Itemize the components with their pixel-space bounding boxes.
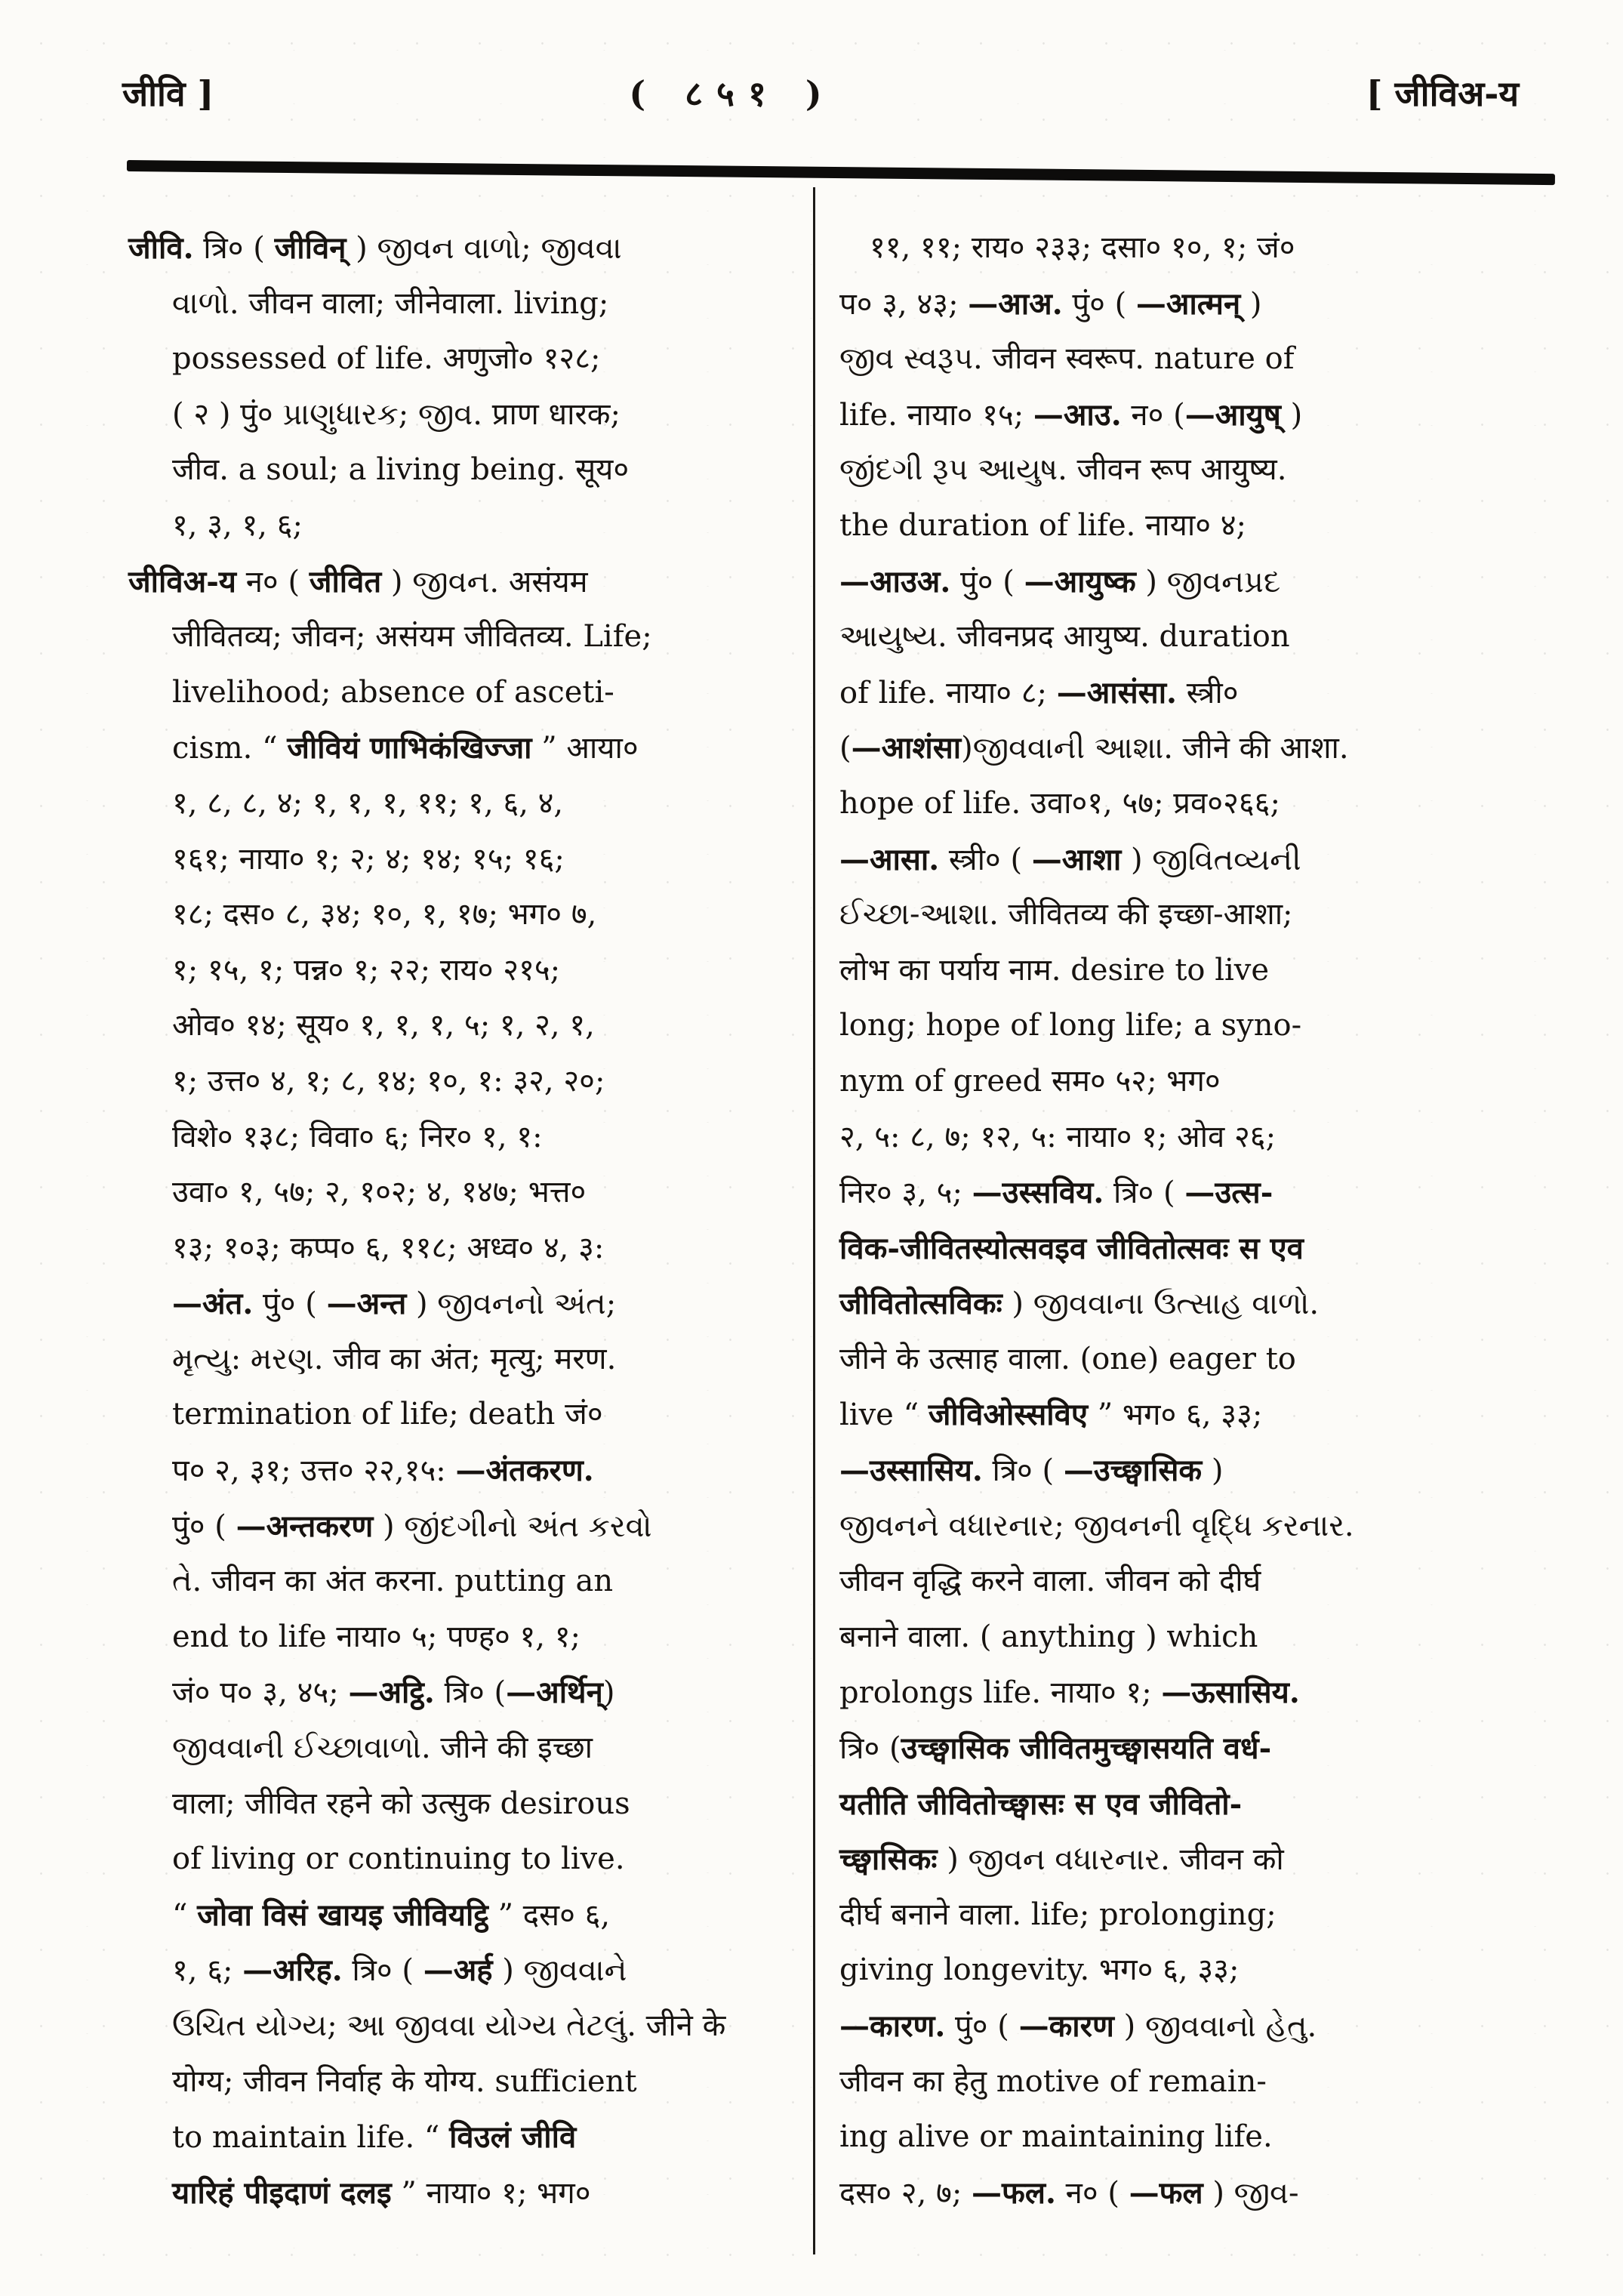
line-text: આયુષ્ય. जीवनप्रद आयुष्य. duration — [839, 619, 1290, 655]
line-text: ) — [1280, 397, 1303, 433]
line-text: दीर्घ बनाने वाला. life; prolonging; — [839, 1897, 1277, 1932]
line-text: जीवन का हेतु motive of remain- — [839, 2063, 1267, 2099]
line-text: જીવનને વધારનાર; જીવનની વૃદ્ધિ કરનાર. — [839, 1508, 1354, 1543]
bold-headword: —उस्सासिय. — [839, 1453, 983, 1489]
line-text: ओव० १४; सूय० १, १, १, ५; १, २, १, — [172, 1008, 595, 1043]
text-line — [172, 442, 804, 498]
bold-headword: —फल — [1129, 2174, 1203, 2211]
text-line — [839, 1387, 1541, 1443]
line-text: प० ३, ४३; — [839, 286, 969, 322]
line-text: ઈચ્છા-આશા. जीवितव्य की इच्छा-आशा; — [839, 897, 1293, 932]
bold-headword: —ऊसासिय. — [1161, 1675, 1300, 1711]
text-line — [172, 1054, 804, 1110]
text-line — [839, 1610, 1541, 1666]
line-text: पुं० ( — [253, 1287, 327, 1322]
text-line — [172, 2110, 804, 2165]
line-text: ) જીવવાના ઉત્સાહ વાળો. — [1002, 1287, 1320, 1322]
line-text: वाला; जीवित रहने को उत्सुक desirous — [172, 1786, 630, 1821]
line-text: न० ( — [236, 564, 310, 599]
text-line — [839, 276, 1541, 332]
text-line — [172, 887, 804, 943]
line-text: giving longevity. भग० ६, ३३; — [839, 1952, 1240, 1988]
line-text: prolongs life. नाया० १; — [839, 1675, 1162, 1711]
line-text: योग्य; जीवन निर्वाह के योग्य. sufficient — [172, 2063, 637, 2099]
bold-headword: —आशा — [1031, 841, 1122, 877]
text-line — [172, 2165, 804, 2221]
text-line — [839, 387, 1541, 443]
line-text: )જીવવાની આશા. जीने की आशा. — [961, 731, 1349, 766]
line-text: ) — [1240, 286, 1262, 322]
text-line — [839, 1276, 1541, 1332]
line-text: ११, ११; राय० २३३; दसा० १०, १; जं० — [870, 230, 1295, 265]
line-text: ) — [1202, 1453, 1224, 1489]
text-line — [839, 1499, 1541, 1555]
text-line — [839, 665, 1541, 721]
bold-headword: —आउअ. — [839, 563, 951, 599]
line-text: दस० २, ७; — [839, 2175, 972, 2211]
text-line — [172, 943, 804, 999]
line-text: મૃત્યુ: મરણ. जीव का अंत; मृत्यु; मरण. — [172, 1341, 617, 1376]
line-text: ) જીવન વાળો; જીવવા — [346, 231, 622, 266]
line-text: १, ६; — [172, 1953, 243, 1989]
bold-headword: जीविओस्सविए — [928, 1397, 1089, 1433]
bold-headword: —आशंसा — [851, 730, 962, 766]
line-text: विशे० १३८; विवा० ६; निर० १, १: — [172, 1119, 543, 1154]
line-text: ) જીવન વધારનાર. जीवन को — [937, 1842, 1284, 1878]
line-text: ઉચિત યોગ્ય; આ જીવવા યોગ્ય તેટલું. जीने के — [172, 2008, 726, 2043]
line-text: જીવ સ્વરૂપ. जीवन स्वरूप. nature of — [839, 341, 1295, 377]
right-column — [839, 220, 1541, 2220]
line-text: त्रि० ( — [982, 1453, 1064, 1489]
line-text: उवा० १, ५७; २, १०२; ४, १४७; भत्त० — [172, 1175, 587, 1210]
text-line — [839, 442, 1541, 498]
line-text: स्त्री० ( — [939, 842, 1032, 877]
text-line — [172, 1165, 804, 1221]
line-text: possessed of life. अणुजो० १२८; — [172, 341, 601, 377]
line-text: त्रि० ( — [193, 231, 275, 266]
bold-headword: —आत्मन् — [1135, 285, 1241, 322]
line-text: end to life नाया० ५; पण्ह० १, १; — [172, 1619, 581, 1654]
bold-headword: —अट्ठि. — [348, 1675, 435, 1711]
catchword-left: जीवि ] — [122, 73, 214, 114]
bold-headword: —उस्सविय. — [972, 1175, 1104, 1211]
line-text: of living or continuing to live. — [172, 1841, 625, 1877]
bold-headword: जीवितोत्सविकः — [839, 1286, 1002, 1322]
text-line — [172, 720, 804, 776]
text-line — [172, 1721, 804, 1777]
text-line — [839, 1721, 1541, 1777]
line-text: long; hope of long life; a syno- — [839, 1008, 1302, 1043]
text-line — [839, 1943, 1541, 1999]
bold-headword: —अंतकरण. — [455, 1453, 594, 1489]
bold-headword: जीवित — [309, 563, 382, 599]
page-header — [0, 69, 1623, 122]
line-text: पुं० ( — [172, 1509, 236, 1544]
line-text: ” भग० ६, ३३; — [1088, 1398, 1263, 1433]
line-text: ) જીવનપ્રદ — [1135, 564, 1281, 599]
header-rule — [127, 160, 1555, 185]
text-line — [839, 2054, 1541, 2110]
line-text: ( २ ) पुं० પ્રાણુધારક; જીવ. प्राण धारक; — [172, 396, 621, 432]
text-line — [172, 498, 804, 554]
line-text: વાળો. जीवन वाला; जीनेवाला. living; — [172, 285, 609, 321]
bold-headword: —उच्छ्वासिक — [1063, 1453, 1203, 1489]
line-text: जीवितव्य; जीवन; असंयम जीवितव्य. Life; — [172, 619, 652, 655]
text-line — [172, 1665, 804, 1721]
text-line — [839, 1110, 1541, 1166]
catchword-right: [ जीविअ-य — [1366, 73, 1519, 114]
text-line — [172, 331, 804, 387]
line-text: જીવવાની ઈચ્છાવાળો. जीने की इच्छा — [172, 1730, 593, 1766]
text-line — [839, 498, 1541, 554]
line-text: to maintain life. “ — [172, 2120, 450, 2156]
line-text: live “ — [839, 1398, 929, 1433]
page-number: ( ८५१ ) — [629, 73, 836, 114]
text-line — [839, 1999, 1541, 2054]
line-text: त्रि० ( — [839, 1731, 901, 1767]
line-text: त्रि० ( — [1104, 1176, 1185, 1211]
entry-first-line — [128, 220, 804, 276]
text-line — [172, 998, 804, 1054]
text-line — [172, 2054, 804, 2110]
bold-headword: —कारण. — [839, 2008, 946, 2044]
bold-headword: —आसा. — [839, 841, 940, 877]
line-text: १; उत्त० ४, १; ८, १४; १०, १: ३२, २०; — [172, 1063, 605, 1099]
line-text: त्रि० ( — [342, 1953, 423, 1989]
text-line — [839, 1554, 1541, 1610]
text-line — [172, 1610, 804, 1666]
line-text: १८; दस० ८, ३४; १०, १, १७; भग० ७, — [172, 897, 597, 932]
text-line — [839, 887, 1541, 943]
text-line — [839, 1777, 1541, 1832]
line-text: ing alive or maintaining life. — [839, 2119, 1273, 2155]
line-text: ) જીવવાનો હેતુ. — [1113, 2009, 1317, 2044]
bold-headword: —अरिह. — [242, 1952, 343, 1989]
line-text: cism. “ — [172, 731, 288, 766]
bold-headword: —कारण — [1018, 2008, 1114, 2044]
text-line — [172, 1499, 804, 1555]
line-text: जं० प० ३, ४५; — [172, 1675, 349, 1711]
text-line — [839, 943, 1541, 999]
text-line — [839, 2165, 1541, 2221]
text-line — [839, 609, 1541, 665]
text-line — [839, 720, 1541, 776]
bold-headword: विउलं जीवि — [449, 2119, 577, 2156]
text-line — [839, 1665, 1541, 1721]
entry-first-line — [128, 554, 804, 610]
line-text: १, ३, १, ६; — [172, 507, 303, 543]
line-text: ) જીવવાને — [492, 1953, 627, 1989]
line-text: पुं० ( — [1062, 286, 1136, 322]
line-text: २, ५: ८, ७; १२, ५: नाया० १; ओव २६; — [839, 1119, 1277, 1154]
bold-headword: —उत्स- — [1184, 1175, 1273, 1211]
bold-headword: —आयुष् — [1184, 396, 1281, 433]
bold-headword: —अंत. — [172, 1286, 254, 1322]
text-line — [172, 1832, 804, 1888]
text-line — [172, 1110, 804, 1166]
line-text: ” आया० — [531, 731, 639, 766]
line-text: प० २, ३१; उत्त० २२,१५: — [172, 1453, 456, 1489]
bold-headword: —अन्त — [326, 1286, 407, 1322]
text-line — [839, 1832, 1541, 1888]
line-text: ) જીવન. असंयम — [381, 564, 588, 599]
text-line — [172, 609, 804, 665]
bold-headword: —आउ. — [1033, 396, 1122, 433]
text-line — [172, 387, 804, 443]
text-line — [839, 1165, 1541, 1221]
line-text: न० ( — [1055, 2175, 1129, 2211]
line-text: ) જીવનનો અંત; — [406, 1287, 617, 1322]
line-text: बनाने वाला. ( anything ) which — [839, 1619, 1258, 1654]
line-text: of life. नाया० ८; — [839, 675, 1057, 710]
line-text: nym of greed सम० ५२; भग० — [839, 1063, 1221, 1099]
line-text: जीने के उत्साह वाला. (one) eager to — [839, 1341, 1296, 1376]
column-divider — [813, 187, 815, 2254]
line-text: ) જીવ- — [1203, 2175, 1299, 2211]
line-text: पुं० ( — [950, 564, 1024, 599]
line-text: livelihood; absence of asceti- — [172, 674, 614, 710]
text-line — [172, 1221, 804, 1277]
bold-headword: —अर्ह — [423, 1952, 493, 1989]
text-line — [172, 1332, 804, 1388]
bold-headword: —अन्तकरण — [236, 1508, 374, 1544]
text-line — [172, 1387, 804, 1443]
text-line — [839, 832, 1541, 888]
text-line — [172, 1943, 804, 1999]
bold-headword: —आसंसा. — [1056, 674, 1177, 710]
text-line — [172, 832, 804, 888]
line-text: लोभ का पर्याय नाम. desire to live — [839, 952, 1270, 988]
line-text: “ — [172, 1897, 198, 1933]
text-line — [839, 2110, 1541, 2165]
bold-headword: यारिहं पीइदाणं दलइ — [172, 2174, 392, 2211]
text-line — [172, 1276, 804, 1332]
bold-headword: —अर्थिन् — [506, 1675, 603, 1711]
line-text: જીંદગી રૂપ આયુષ. जीवन रूप आयुष्य. — [839, 452, 1287, 488]
text-line — [172, 1999, 804, 2054]
line-text: १; १५, १; पन्न० १; २२; राय० २१५; — [172, 952, 561, 988]
line-text: निर० ३, ५; — [839, 1176, 972, 1211]
bold-headword: उच्छ्वासिक जीवितमुच्छ्वासयति वर्ध- — [901, 1730, 1272, 1767]
line-text: न० ( — [1121, 397, 1185, 433]
text-line — [172, 1777, 804, 1832]
text-line — [839, 1332, 1541, 1388]
line-text: त्रि० ( — [434, 1675, 507, 1711]
line-text: ) જીવિતવ્યની — [1121, 842, 1301, 877]
text-line — [839, 1888, 1541, 1943]
text-line — [172, 1554, 804, 1610]
line-text: स्त्री० — [1176, 675, 1239, 710]
bold-headword: —आअ. — [968, 285, 1063, 322]
bold-headword: जीविन् — [274, 230, 346, 266]
text-line — [172, 276, 804, 332]
bold-headword: जीवि. — [128, 230, 194, 266]
text-line — [839, 776, 1541, 832]
line-text: termination of life; death जं० — [172, 1397, 603, 1432]
text-line — [839, 1443, 1541, 1499]
line-text: पुं० ( — [945, 2009, 1019, 2044]
bold-headword: —फल. — [972, 2174, 1056, 2211]
bold-headword: विक-जीवितस्योत्सवइव जीवितोत्सवः स एव — [839, 1230, 1304, 1266]
line-text: ) જીંદગીનો અંત કરવો — [373, 1509, 652, 1544]
text-line — [839, 998, 1541, 1054]
line-text: તે. जीवन का अंत करना. putting an — [172, 1564, 614, 1599]
line-text: १, ८, ८, ४; १, १, १, ११; १, ६, ४, — [172, 785, 564, 821]
text-line — [870, 220, 1541, 276]
line-text: ” दस० ६, — [488, 1897, 611, 1933]
line-text: the duration of life. नाया० ४; — [839, 507, 1246, 543]
line-text: जीव. a soul; a living being. सूय० — [172, 452, 630, 488]
text-line — [172, 1888, 804, 1943]
text-line — [172, 1443, 804, 1499]
text-line — [172, 665, 804, 721]
text-line — [839, 1054, 1541, 1110]
line-text: hope of life. उवा०१, ५७; प्रव०२६६; — [839, 785, 1280, 821]
line-text: ) — [602, 1675, 615, 1711]
bold-headword: यतीति जीवितोच्छ्वासः स एव जीवितो- — [839, 1786, 1243, 1822]
text-line — [839, 1221, 1541, 1277]
line-text: life. नाया० १५; — [839, 397, 1033, 433]
bold-headword: जीवियं णाभिकंखिज्जा — [287, 730, 532, 766]
left-column — [128, 220, 804, 2220]
bold-headword: जीविअ-य — [128, 563, 237, 599]
text-line — [172, 776, 804, 832]
line-text: ( — [839, 731, 852, 766]
text-line — [839, 554, 1541, 610]
bold-headword: च्छ्वासिकः — [839, 1841, 938, 1878]
bold-headword: —आयुष्क — [1024, 563, 1136, 599]
bold-headword: जोवा विसं खायइ जीवियट्ठि — [197, 1897, 488, 1933]
text-line — [839, 331, 1541, 387]
line-text: १३; १०३; कप्प० ६, ११८; अध्व० ४, ३: — [172, 1230, 605, 1265]
line-text: जीवन वृद्धि करने वाला. जीवन को दीर्घ — [839, 1564, 1261, 1599]
line-text: १६१; नाया० १; २; ४; १४; १५; १६; — [172, 841, 565, 877]
line-text: ” नाया० १; भग० — [391, 2175, 591, 2211]
